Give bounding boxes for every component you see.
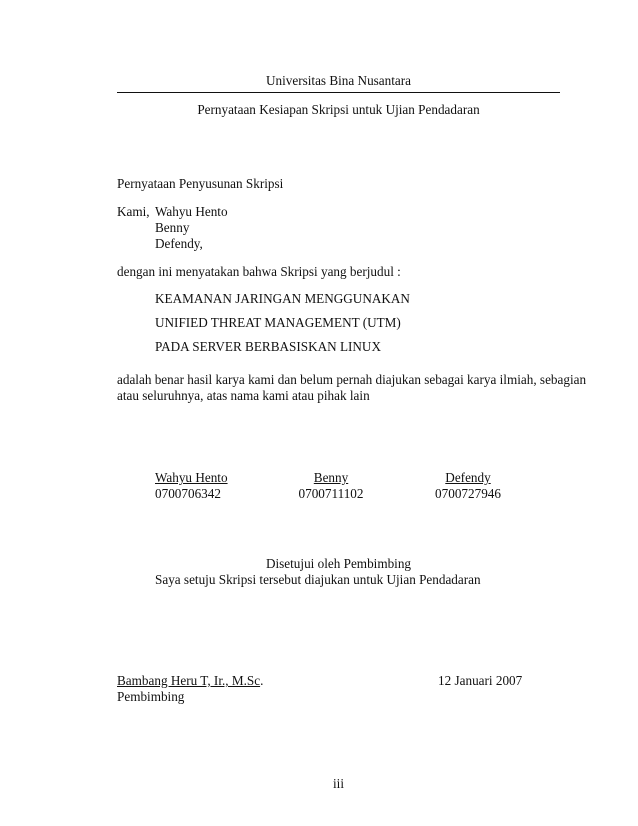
statement-heading: Pernyataan Penyusunan Skripsi [117, 176, 284, 191]
kami-label: Kami, [117, 204, 150, 219]
author-name-2: Benny [155, 220, 190, 235]
supervisor-role: Pembimbing [117, 689, 185, 704]
signatory-name-2-wrap [280, 470, 382, 486]
page-number: iii [333, 776, 344, 791]
approval-text: Saya setuju Skripsi tersebut diajukan untuk Ujian Pendadaran [155, 572, 481, 587]
signatory-name-3-wrap [418, 470, 518, 486]
signatory-id-2: 0700711102 [298, 486, 364, 501]
thesis-title-line-1: KEAMANAN JARINGAN MENGGUNAKAN [155, 291, 410, 306]
thesis-title-line-2: UNIFIED THREAT MANAGEMENT (UTM) [155, 315, 401, 330]
declaration-line-1: adalah benar hasil karya kami dan belum pernah diajukan sebagai karya ilmiah, sebagian [117, 372, 587, 387]
approval-date: 12 Januari 2007 [438, 673, 523, 688]
approval-title: Disetujui oleh Pembimbing [265, 556, 412, 571]
author-name-1: Wahyu Hento [155, 204, 228, 219]
declaration-line-2: atau seluruhnya, atas nama kami atau pihak lain [117, 388, 370, 403]
thesis-title-line-3: PADA SERVER BERBASISKAN LINUX [155, 339, 381, 354]
intro-text: dengan ini menyatakan bahwa Skripsi yang berjudul : [117, 264, 401, 279]
signatory-name-2: Benny [313, 470, 349, 485]
signatory-name-3: Defendy [445, 470, 491, 485]
signatory-id-1: 0700706342 [155, 486, 221, 501]
supervisor-name-line [117, 673, 263, 689]
supervisor-name-suffix: . [260, 673, 264, 688]
supervisor-name: Bambang Heru T, Ir., M.Sc [117, 673, 261, 688]
university-name: Universitas Bina Nusantara [265, 73, 412, 88]
header-divider [117, 92, 560, 93]
signatory-name-1: Wahyu Hento [155, 470, 228, 485]
author-name-3: Defendy, [155, 236, 203, 251]
signatory-id-3: 0700727946 [435, 486, 501, 501]
page-subtitle: Pernyataan Kesiapan Skripsi untuk Ujian Pendadaran [197, 102, 480, 117]
